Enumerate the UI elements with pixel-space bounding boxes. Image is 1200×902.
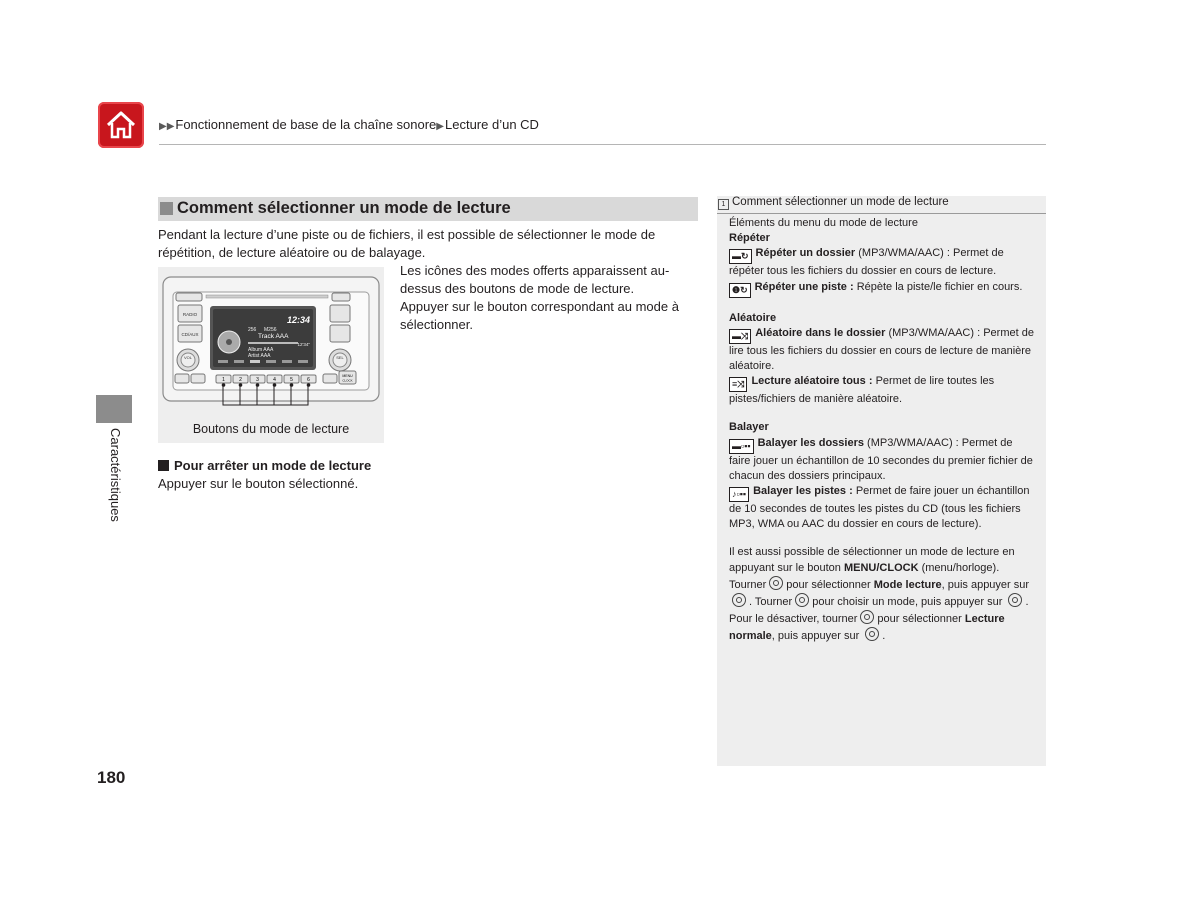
scan-tracks-title: Balayer les pistes : [753,485,853,498]
repeat-folder-title: Répéter un dossier [755,247,856,260]
then-press-on-text: , puis appuyer sur [941,578,1030,591]
press-knob-icon [732,593,746,607]
section-title: Comment sélectionner un mode de lecture [177,199,511,217]
stop-mode-heading [158,458,371,473]
deactivate-text-2: pour sélectionner [877,613,962,626]
scan-tracks-text: Permet de faire jouer un échantillon de 10 secondes de toutes les pistes du CD (tous les fichiers MP3, WMA ou AAC du dossier en cours de lecture). [729,485,1030,531]
mode-icons-text [400,262,700,334]
radio-button-label[interactable]: RADIO [182,312,198,317]
menu-items-label: Éléments du menu du mode de lecture [729,217,918,229]
repeat-track-title: Répéter une piste : [754,280,854,293]
section-marker-icon [160,202,173,215]
vol-knob-label[interactable]: VOL [183,355,193,360]
audio-unit-illustration [158,267,384,417]
breadcrumb-arrow-icon: ▶▶ [159,121,175,132]
to-select-text: pour sélectionner [786,578,871,591]
deactivate-text-1: Pour le désactiver, tourner [729,613,858,626]
preset-6[interactable]: 6 [307,377,310,383]
header-divider [159,144,1046,145]
breadcrumb [159,117,539,132]
chapter-tab[interactable] [96,395,132,423]
cdaux-button-label[interactable]: CD/AUX [181,332,199,337]
random-folder-icon: ▬⤨ [729,329,751,344]
mode-icons-sentence: Les icônes des modes offerts apparaissent au-dessus des boutons de mode de lecture. [400,263,670,296]
scan-label: Balayer [729,421,769,434]
random-label: Aléatoire [729,311,777,324]
note-title: Comment sélectionner un mode de lecture [732,196,949,208]
selector-knob-icon [860,610,874,624]
period: . [882,630,886,643]
also-text-1: Il est aussi possible de sélectionner un mode de lecture en appuyant sur le bouton [729,546,1015,574]
also-text-2: (menu/horloge). [921,561,1000,574]
repeat-track-icon: ❶↻ [729,283,751,298]
home-icon [105,110,137,140]
stop-mode-title: Pour arrêter un mode de lecture [174,458,372,473]
scan-folders-formats: (MP3/WMA/AAC) : [867,436,959,449]
screen-album: Album AAA [248,347,274,353]
scan-tracks-icon: ♪▫▪▪ [729,487,749,502]
scan-folders-icon: ▬▫▪▪ [729,439,754,454]
period: . [1025,596,1029,609]
breadcrumb-item[interactable]: Fonctionnement de base de la chaîne sonore [175,117,437,132]
sel-knob-label[interactable]: SEL [336,355,344,360]
menu-button-label[interactable]: MENU [342,374,353,378]
random-folder-formats: (MP3/WMA/AAC) : [888,326,981,339]
preset-2[interactable]: 2 [239,377,242,383]
note-body [729,216,1035,645]
scan-folders-title: Balayer les dossiers [757,436,864,449]
stop-mode-text: Appuyer sur le bouton sélectionné. [158,476,359,491]
screen-track: Track AAA [258,333,289,340]
screen-time: 12:34 [286,315,310,325]
random-folder-text: Permet de lire tous les fichiers du dossier en cours de lecture de manière aléatoire. [729,326,1034,373]
screen-elapsed: 12'34" [297,342,310,347]
note-header [717,196,1046,214]
menu-clock-label: MENU/CLOCK [843,561,919,574]
home-button[interactable] [98,102,144,148]
scan-folders-text: Permet de faire jouer un échantillon de 10 secondes du premier fichier de chacun des dossiers principaux. [729,436,1033,482]
preset-5[interactable]: 5 [290,377,293,383]
note-panel [717,196,1046,766]
turn-text: Tourner [729,578,767,591]
press-knob-icon [1008,593,1022,607]
breadcrumb-item[interactable]: Lecture d’un CD [445,117,539,132]
breadcrumb-arrow-icon: ▶ [436,121,444,132]
repeat-folder-text: Permet de répéter tous les fichiers du dossier en cours de lecture. [729,247,1004,278]
then-press-text: , puis appuyer sur [771,630,860,643]
intro-paragraph: Pendant la lecture d’une piste ou de fichiers, il est possible de sélectionner le mode de répétition, de lecture aléatoire ou de balayage. [158,227,656,260]
preset-1[interactable]: 1 [222,377,225,383]
preset-3[interactable]: 3 [256,377,259,383]
chapter-label: Caractéristiques [108,428,123,522]
random-folder-title: Aléatoire dans le dossier [755,326,886,339]
repeat-folder-icon: ▬↻ [729,249,752,264]
random-all-text: Permet de lire toutes les pistes/fichiers de manière aléatoire. [729,375,995,406]
screen-artist: Artist AAA [248,353,271,359]
press-button-sentence: Appuyer sur le bouton correspondant au mode à sélectionner. [400,299,679,332]
press-knob-icon [865,627,879,641]
note-icon: 1 [718,199,729,210]
audio-unit-figure [158,267,384,443]
selector-knob-icon [795,593,809,607]
repeat-track-text: Répète la piste/le fichier en cours. [856,280,1023,293]
page-number: 180 [97,768,126,787]
screen-folder-2: M256 [264,327,277,333]
random-all-icon: ≡⤨ [729,377,747,392]
mode-lecture-label: Mode lecture [873,578,942,591]
turn-text-2: . Tourner [749,596,793,609]
lecture-normale-label: Lecture normale [729,613,1005,643]
screen-folder: 256 [248,327,257,333]
repeat-label: Répéter [729,232,770,245]
subsection-marker-icon [158,460,169,471]
clock-button-label[interactable]: CLOCK [342,378,353,383]
repeat-folder-formats: (MP3/WMA/AAC) : [858,247,950,260]
selector-knob-icon [769,576,783,590]
section-heading [158,197,698,221]
preset-4[interactable]: 4 [273,377,276,383]
figure-caption: Boutons du mode de lecture [192,422,350,436]
to-choose-text: pour choisir un mode, puis appuyer sur [812,596,1003,609]
random-all-title: Lecture aléatoire tous : [751,375,873,388]
